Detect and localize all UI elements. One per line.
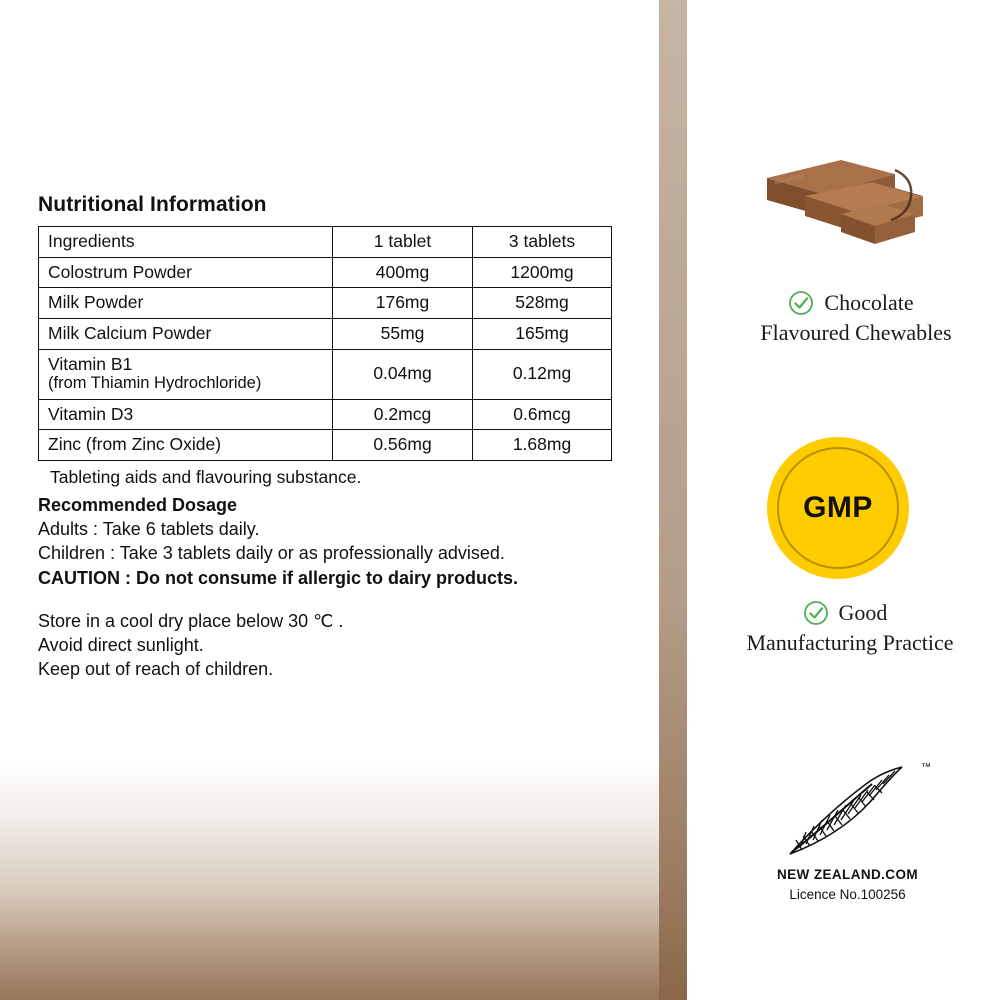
silver-fern-icon [772, 762, 924, 860]
check-circle-icon [803, 600, 829, 626]
ingredient-name: Milk Calcium Powder [39, 318, 333, 349]
storage-line-1: Store in a cool dry place below 30 ℃ . [38, 610, 344, 631]
amount-one-tablet: 55mg [333, 318, 473, 349]
ingredient-source: (from Thiamin Hydrochloride) [48, 374, 262, 393]
amount-one-tablet: 0.04mg [333, 349, 473, 399]
ingredient-name: Zinc (from Zinc Oxide) [39, 430, 333, 461]
nutritional-information-title: Nutritional Information [38, 193, 267, 216]
chocolate-caption-line-1: Chocolate [824, 290, 914, 315]
dosage-children: Children : Take 3 tablets daily or as professionally advised. [38, 542, 505, 563]
dosage-adults: Adults : Take 6 tablets daily. [38, 518, 260, 539]
licence-number-text: Licence No.100256 [789, 887, 906, 902]
column-header-three-tablets: 3 tablets [473, 227, 612, 258]
gmp-caption-line-1: Good [838, 600, 888, 625]
tableting-aids-note: Tableting aids and flavouring substance. [50, 466, 362, 487]
storage-instructions [38, 611, 618, 680]
gmp-badge [767, 437, 909, 579]
gmp-badge-inner-ring [777, 447, 899, 569]
gmp-feature-caption [700, 598, 990, 657]
column-header-ingredients: Ingredients [39, 227, 333, 258]
table-row [39, 399, 612, 430]
table-header-row [39, 227, 612, 258]
ingredient-name-with-source [39, 349, 333, 399]
gmp-badge-text: GMP [803, 491, 873, 524]
amount-three-tablets: 0.6mcg [473, 399, 612, 430]
table-row [39, 349, 612, 399]
check-circle-icon [788, 290, 814, 316]
caution-text: CAUTION : Do not consume if allergic to dairy products. [38, 567, 519, 588]
recommended-dosage-heading: Recommended Dosage [38, 494, 238, 515]
amount-one-tablet: 400mg [333, 257, 473, 288]
new-zealand-brand-text: NEW ZEALAND.COM [777, 867, 918, 882]
chocolate-caption-line-2: Flavoured Chewables [760, 319, 952, 345]
trademark-symbol: ™ [921, 762, 931, 773]
nutrition-table [38, 226, 612, 461]
nutritional-information-block [38, 193, 618, 680]
amount-three-tablets: 528mg [473, 288, 612, 319]
gmp-caption-line-2: Manufacturing Practice [746, 629, 954, 655]
ingredient-name: Colostrum Powder [39, 257, 333, 288]
new-zealand-fern-mark [760, 762, 935, 902]
table-row [39, 257, 612, 288]
table-row [39, 430, 612, 461]
amount-three-tablets: 165mg [473, 318, 612, 349]
ingredient-name: Vitamin D3 [39, 399, 333, 430]
amount-three-tablets: 1200mg [473, 257, 612, 288]
table-row [39, 288, 612, 319]
amount-one-tablet: 0.56mg [333, 430, 473, 461]
ingredient-name: Vitamin B1 [48, 353, 133, 374]
table-row [39, 318, 612, 349]
chocolate-pieces-image [745, 130, 935, 255]
ingredient-name: Milk Powder [39, 288, 333, 319]
column-header-one-tablet: 1 tablet [333, 227, 473, 258]
amount-one-tablet: 176mg [333, 288, 473, 319]
amount-three-tablets: 1.68mg [473, 430, 612, 461]
amount-three-tablets: 0.12mg [473, 349, 612, 399]
chocolate-feature-caption [712, 288, 990, 347]
vertical-divider [659, 0, 687, 1000]
storage-line-3: Keep out of reach of children. [38, 658, 274, 679]
storage-line-2: Avoid direct sunlight. [38, 634, 204, 655]
amount-one-tablet: 0.2mcg [333, 399, 473, 430]
